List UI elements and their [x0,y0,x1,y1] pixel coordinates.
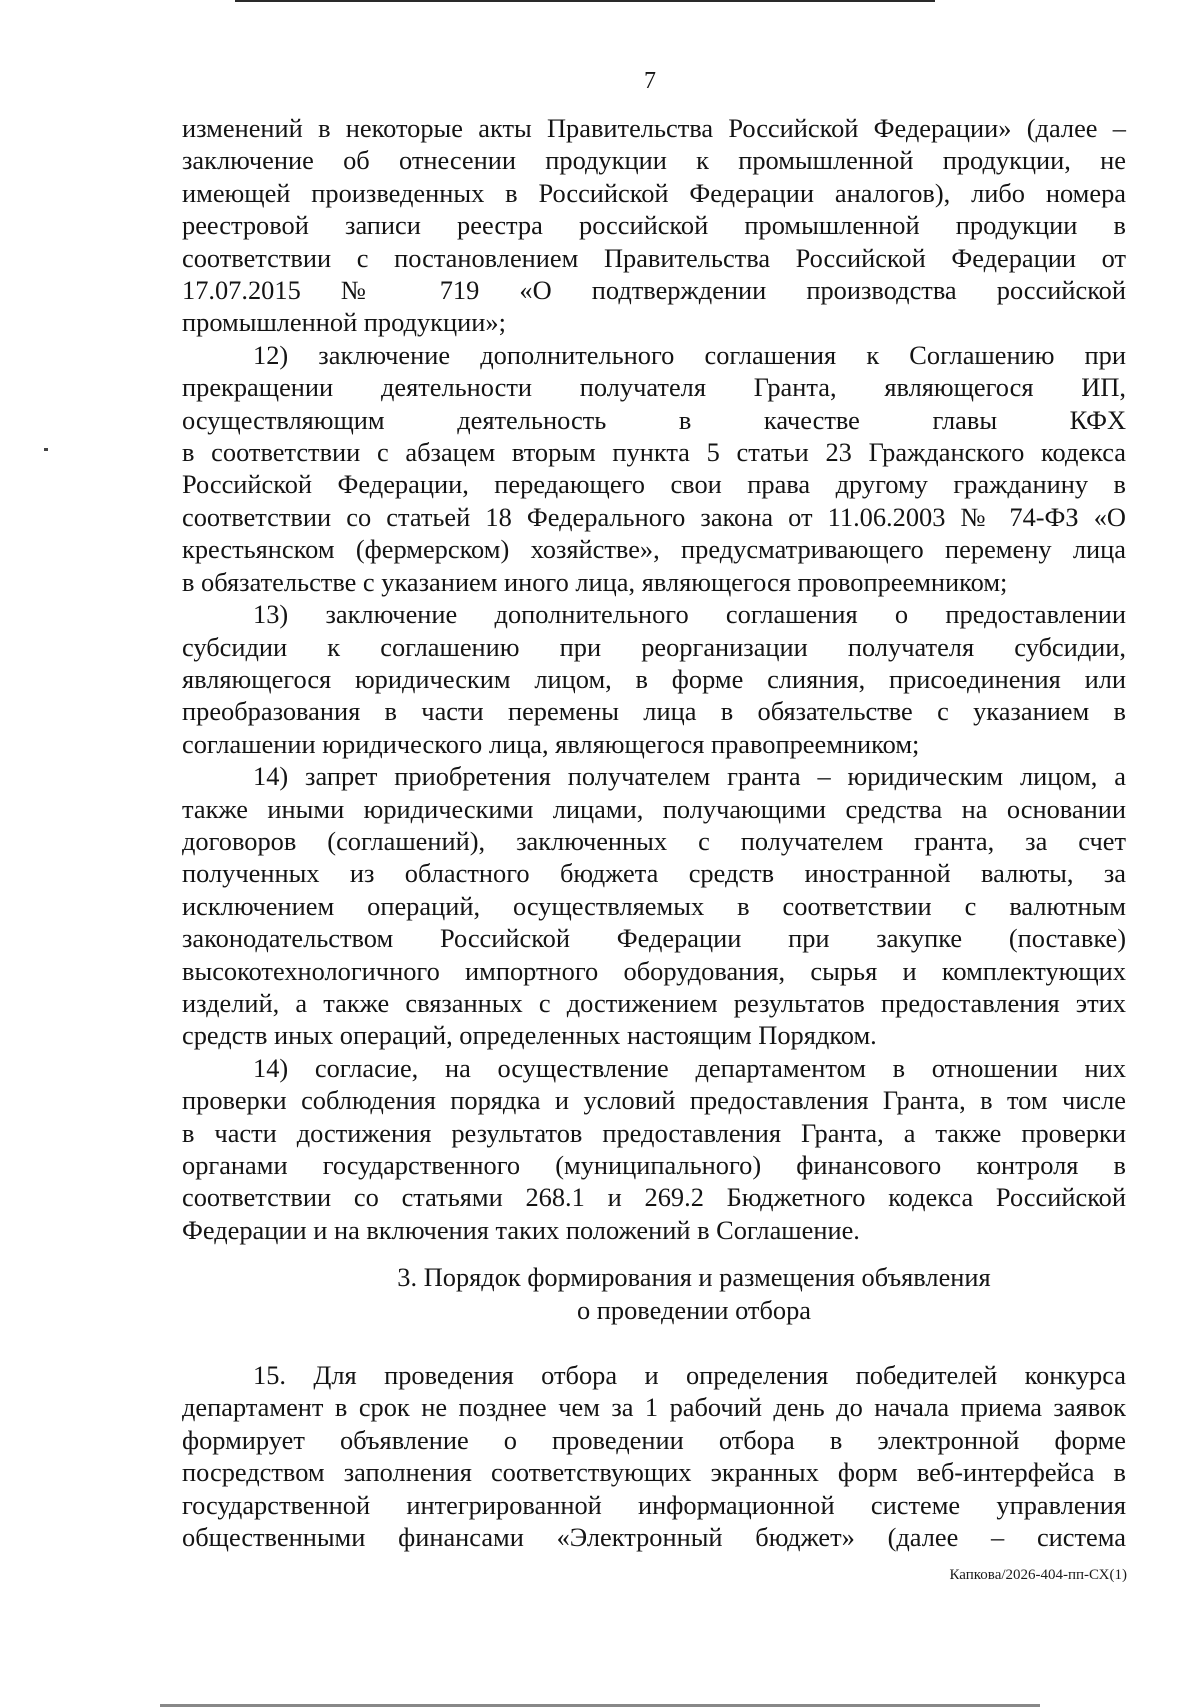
text-line: осуществляющим деятельность в качестве главы КФХ [182,404,1126,435]
text-line: общественными финансами «Электронный бюджет» (далее – система [182,1522,1126,1553]
section-heading-line: 3. Порядок формирования и размещения объявления [397,1262,991,1293]
text-line: Федерации и на включения таких положений в Соглашение. [182,1214,860,1245]
text-line: 17.07.2015 № 719 «О подтверждении производства российской [182,275,1126,306]
paragraph-item-14b [182,1052,1126,1246]
text-line: в части достижения результатов предоставления Гранта, а также проверки [182,1117,1126,1148]
bottom-scan-edge [160,1704,1040,1707]
text-line: субсидии к соглашению при реорганизации получателя субсидии, [182,631,1126,662]
text-line: 15. Для проведения отбора и определения победителей конкурса [253,1360,1126,1391]
text-line: государственной интегрированной информационной системе управления [182,1489,1126,1520]
section-heading-line: о проведении отбора [577,1294,811,1325]
text-line: 14) согласие, на осуществление департаментом в отношении них [253,1052,1126,1083]
text-line: соответствии со статьями 268.1 и 269.2 Бюджетного кодекса Российской [182,1182,1126,1213]
section-heading [182,1261,1126,1326]
text-line: имеющей произведенных в Российской Федерации аналогов), либо номера [182,177,1126,208]
text-line: законодательством Российской Федерации при закупке (поставке) [182,923,1126,954]
text-line: также иными юридическими лицами, получающими средства на основании [182,793,1126,824]
document-code: Капкова/2026-404-пп-СХ(1) [949,1567,1127,1583]
top-scan-edge [235,0,935,2]
section-spacer [182,1326,1126,1359]
text-line: полученных из областного бюджета средств иностранной валюты, за [182,858,1126,889]
text-line: реестровой записи реестра российской промышленной продукции в [182,210,1126,241]
text-line: высокотехнологичного импортного оборудования, сырья и комплектующих [182,955,1126,986]
text-line: Российской Федерации, передающего свои права другому гражданину в [182,469,1126,500]
paragraph-item-12 [182,339,1126,598]
paragraph-item-15 [182,1359,1126,1553]
text-line: изменений в некоторые акты Правительства Российской Федерации» (далее – [182,113,1126,143]
text-line: средств иных операций, определенных настоящим Порядком. [182,1020,877,1051]
text-line: 14) запрет приобретения получателем гранта – юридическим лицом, а [253,761,1126,792]
document-body [182,112,1126,1553]
text-line: департамент в срок не позднее чем за 1 рабочий день до начала приема заявок [182,1392,1126,1423]
text-line: соответствии со статьей 18 Федерального закона от 11.06.2003 № 74-ФЗ «О [182,501,1126,532]
text-line: формирует объявление о проведении отбора в электронной форме [182,1424,1126,1455]
text-line: договоров (соглашений), заключенных с получателем гранта, за счет [182,825,1126,856]
paragraph-item-14a [182,760,1126,1052]
text-line: органами государственного (муниципального) финансового контроля в [182,1150,1126,1180]
page-number: 7 [644,68,656,94]
paragraph-continuation [182,112,1126,339]
text-line: крестьянском (фермерском) хозяйстве», предусматривающего перемену лица [182,534,1126,565]
text-line: посредством заполнения соответствующих экранных форм веб-интерфейса в [182,1457,1126,1488]
text-line: проверки соблюдения порядка и условий предоставления Гранта, в том числе [182,1085,1126,1116]
text-line: заключение об отнесении продукции к промышленной продукции, не [182,145,1126,176]
text-line: промышленной продукции»; [182,307,506,338]
text-line: соглашении юридического лица, являющегося правопреемником; [182,728,920,759]
paragraph-item-13 [182,598,1126,760]
text-line: 13) заключение дополнительного соглашения о предоставлении [253,599,1126,630]
text-line: в соответствии с абзацем вторым пункта 5 статьи 23 Гражданского кодекса [182,437,1126,468]
text-line: изделий, а также связанных с достижением результатов предоставления этих [182,987,1126,1018]
text-line: в обязательстве с указанием иного лица, являющегося провопреемником; [182,566,1008,597]
text-line: соответствии с постановлением Правительства Российской Федерации от [182,242,1126,273]
text-line: прекращении деятельности получателя Гранта, являющегося ИП, [182,372,1126,403]
scan-artifact [44,448,48,451]
text-line: являющегося юридическим лицом, в форме слияния, присоединения или [182,663,1126,694]
text-line: исключением операций, осуществляемых в соответствии с валютным [182,890,1126,921]
text-line: преобразования в части перемены лица в обязательстве с указанием в [182,696,1126,727]
text-line: 12) заключение дополнительного соглашения к Соглашению при [253,339,1126,370]
